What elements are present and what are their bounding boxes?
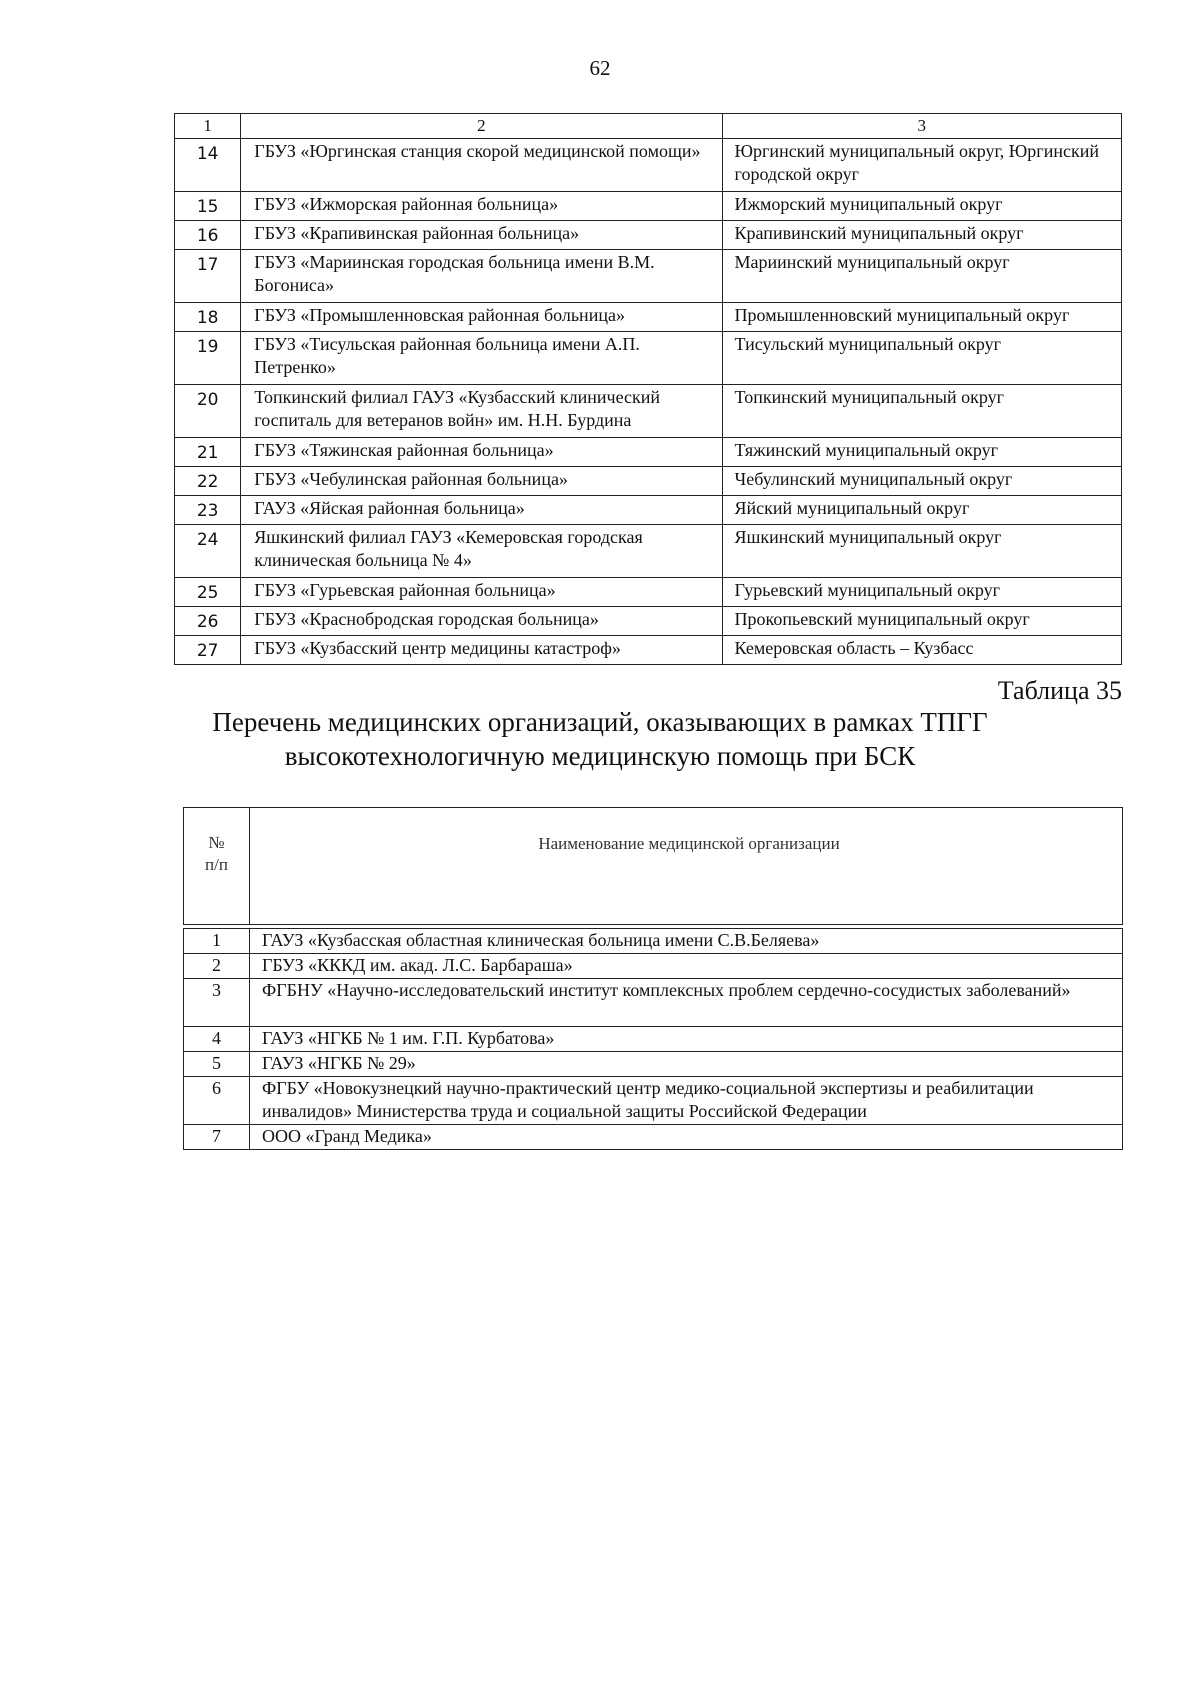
table-header-row (184, 808, 1123, 925)
number-abbrev: п/п (205, 855, 228, 874)
row-number: 4 (184, 1027, 250, 1052)
organization-name: ООО «Гранд Медика» (250, 1125, 1123, 1150)
table-row (175, 250, 1122, 303)
service-area: Мариинский муниципальный округ (722, 250, 1121, 303)
service-area: Гурьевский муниципальный округ (722, 578, 1121, 607)
organization-name: ГБУЗ «Краснобродская городская больница» (241, 607, 722, 636)
organization-name: ГАУЗ «Яйская районная больница» (241, 496, 722, 525)
number-sign: № (208, 833, 225, 852)
column-header-3: 3 (722, 114, 1121, 139)
service-area: Кемеровская область – Кузбасс (722, 636, 1121, 665)
table-row (175, 303, 1122, 332)
table-row (184, 1052, 1123, 1077)
service-area: Яшкинский муниципальный округ (722, 525, 1121, 578)
row-number: 6 (184, 1077, 250, 1125)
organization-name: ГАУЗ «НГКБ № 29» (250, 1052, 1123, 1077)
table-row (175, 385, 1122, 438)
table-row (175, 578, 1122, 607)
table-row (184, 1027, 1123, 1052)
service-area: Прокопьевский муниципальный округ (722, 607, 1121, 636)
service-area: Промышленновский муниципальный округ (722, 303, 1121, 332)
page-number: 62 (589, 56, 611, 80)
row-number: 2 (184, 954, 250, 979)
row-number: 19 (175, 332, 241, 385)
row-number: 16 (175, 221, 241, 250)
organization-name: ГАУЗ «НГКБ № 1 им. Г.П. Курбатова» (250, 1027, 1123, 1052)
row-number: 20 (175, 385, 241, 438)
table-row (175, 221, 1122, 250)
service-area: Юргинский муниципальный округ, Юргинский городской округ (722, 139, 1121, 192)
service-area: Топкинский муниципальный округ (722, 385, 1121, 438)
table-header-row (175, 114, 1122, 139)
organization-name: ГБУЗ «Гурьевская районная больница» (241, 578, 722, 607)
table-row (184, 954, 1123, 979)
table-row (184, 1077, 1123, 1125)
table-row (175, 139, 1122, 192)
table-row (175, 332, 1122, 385)
table-row (175, 607, 1122, 636)
table-row (175, 525, 1122, 578)
organization-name: Топкинский филиал ГАУЗ «Кузбасский клинический госпиталь для ветеранов войн» им. Н.Н. Бурдина (241, 385, 722, 438)
row-number: 26 (175, 607, 241, 636)
service-area: Тяжинский муниципальный округ (722, 438, 1121, 467)
organizations-table (183, 807, 1123, 1150)
row-number: 5 (184, 1052, 250, 1077)
organization-name: ФГБНУ «Научно-исследовательский институт комплексных проблем сердечно-сосудистых заболеваний» (250, 979, 1123, 1027)
row-number: 25 (175, 578, 241, 607)
organization-name: ГАУЗ «Кузбасская областная клиническая больница имени С.В.Беляева» (250, 929, 1123, 954)
number-column-header (184, 808, 250, 925)
organization-name: ГБУЗ «Ижморская районная больница» (241, 192, 722, 221)
organization-name: ГБУЗ «Юргинская станция скорой медицинской помощи» (241, 139, 722, 192)
table-title (150, 705, 1050, 773)
organization-name: Яшкинский филиал ГАУЗ «Кемеровская городская клиническая больница № 4» (241, 525, 722, 578)
row-number: 1 (184, 929, 250, 954)
table-label: Таблица 35 (997, 676, 1122, 705)
service-area: Чебулинский муниципальный округ (722, 467, 1121, 496)
table-row (184, 1125, 1123, 1150)
table-title-line-1: Перечень медицинских организаций, оказывающих в рамках ТПГГ (212, 707, 988, 737)
organization-name: ГБУЗ «Тисульская районная больница имени А.П. Петренко» (241, 332, 722, 385)
row-number: 15 (175, 192, 241, 221)
column-header-1: 1 (175, 114, 241, 139)
table-row (175, 636, 1122, 665)
column-header-2: 2 (241, 114, 722, 139)
name-column-header: Наименование медицинской организации (250, 808, 1123, 925)
row-number: 14 (175, 139, 241, 192)
row-number: 27 (175, 636, 241, 665)
organization-name: ГБУЗ «Мариинская городская больница имени В.М. Богониса» (241, 250, 722, 303)
organization-name: ГБУЗ «Кузбасский центр медицины катастроф» (241, 636, 722, 665)
row-number: 22 (175, 467, 241, 496)
organization-name: ГБУЗ «Чебулинская районная больница» (241, 467, 722, 496)
table-row (184, 979, 1123, 1027)
table-row (184, 929, 1123, 954)
service-area: Тисульский муниципальный округ (722, 332, 1121, 385)
organization-name: ФГБУ «Новокузнецкий научно-практический центр медико-социальной экспертизы и реабилитации инвалидов» Министерства труда и социальной защиты Российской Федерации (250, 1077, 1123, 1125)
row-number: 17 (175, 250, 241, 303)
service-area: Крапивинский муниципальный округ (722, 221, 1121, 250)
table-row (175, 467, 1122, 496)
service-area: Яйский муниципальный округ (722, 496, 1121, 525)
organization-name: ГБУЗ «Крапивинская районная больница» (241, 221, 722, 250)
row-number: 24 (175, 525, 241, 578)
table-title-line-2: высокотехнологичную медицинскую помощь при БСК (284, 741, 916, 771)
row-number: 7 (184, 1125, 250, 1150)
table-row (175, 192, 1122, 221)
row-number: 3 (184, 979, 250, 1027)
organization-name: ГБУЗ «Тяжинская районная больница» (241, 438, 722, 467)
row-number: 18 (175, 303, 241, 332)
table-row (175, 438, 1122, 467)
organization-name: ГБУЗ «КККД им. акад. Л.С. Барбараша» (250, 954, 1123, 979)
row-number: 23 (175, 496, 241, 525)
service-area: Ижморский муниципальный округ (722, 192, 1121, 221)
organization-name: ГБУЗ «Промышленновская районная больница» (241, 303, 722, 332)
table-continuation (174, 113, 1122, 665)
table-row (175, 496, 1122, 525)
row-number: 21 (175, 438, 241, 467)
